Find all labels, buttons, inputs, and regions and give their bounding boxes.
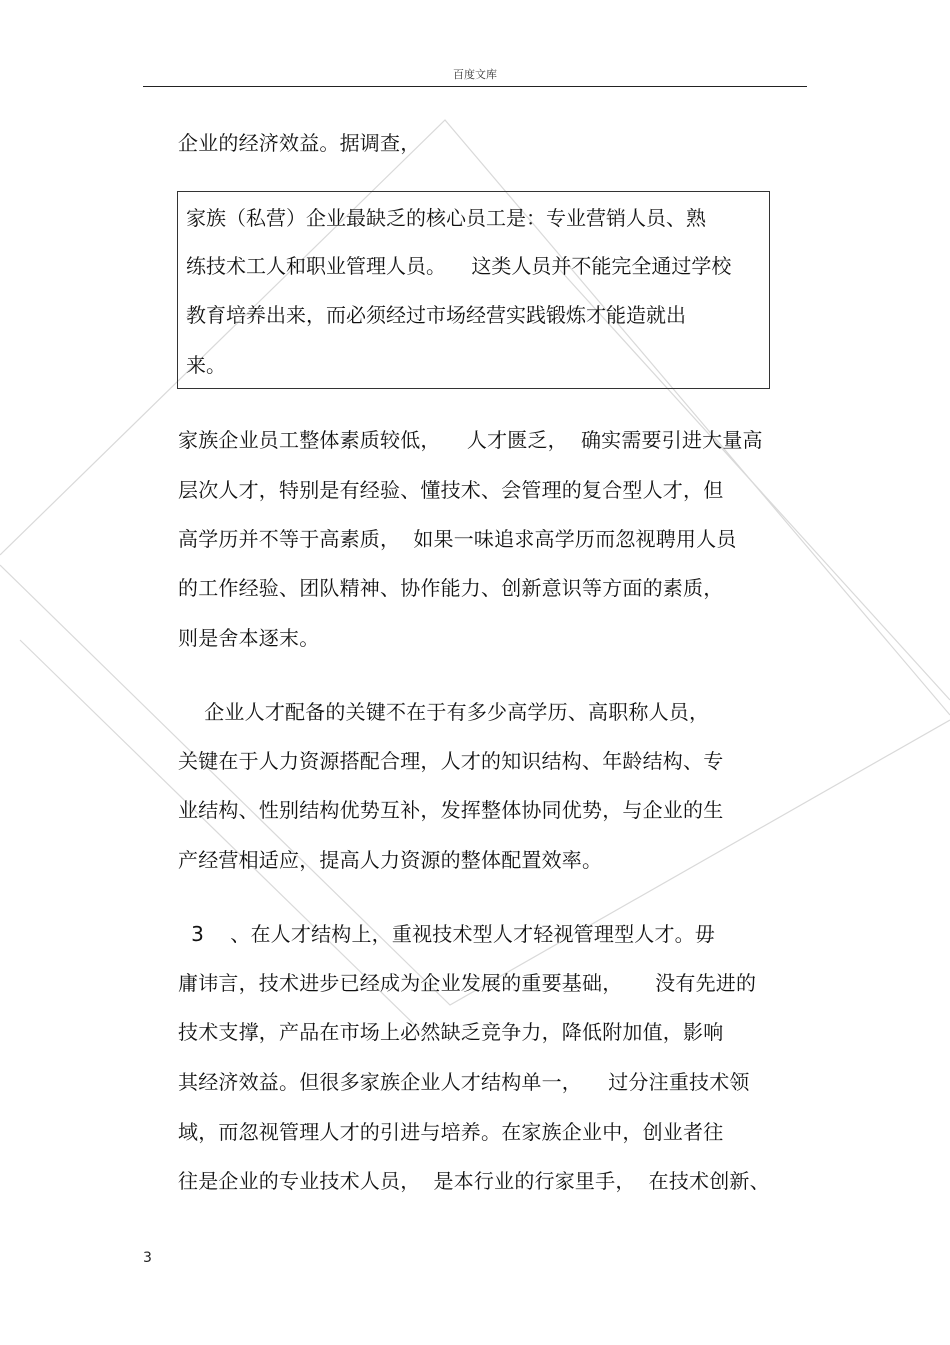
para2-line: 关键在于人力资源搭配合理，人才的知识结构、年龄结构、专 — [178, 749, 724, 773]
para3-line: 庸讳言，技术进步已经成为企业发展的重要基础， 没有先进的 — [178, 971, 757, 995]
para1-line: 的工作经验、团队精神、协作能力、创新意识等方面的素质， — [178, 576, 724, 600]
para3-line: 3 、在人才结构上，重视技术型人才轻视管理型人才。毋 — [178, 922, 716, 946]
box-line: 来。 — [186, 353, 226, 377]
header-title: 百度文库 — [453, 68, 497, 81]
para1-line: 层次人才，特别是有经验、懂技术、会管理的复合型人才，但 — [178, 478, 724, 502]
page-number: 3 — [143, 1250, 152, 1266]
intro-line: 企业的经济效益。据调查， — [178, 131, 421, 155]
box-line: 教育培养出来，而必须经过市场经营实践锻炼才能造就出 — [186, 303, 686, 327]
quote-box — [177, 191, 770, 389]
para2-line: 业结构、性别结构优势互补，发挥整体协同优势，与企业的生 — [178, 798, 724, 822]
para1-line: 则是舍本逐末。 — [178, 626, 320, 650]
para1-line: 高学历并不等于高素质， 如果一味追求高学历而忽视聘用人员 — [178, 527, 737, 551]
para3-line: 域，而忽视管理人才的引进与培养。在家族企业中，创业者往 — [178, 1120, 724, 1144]
para2-line: 企业人才配备的关键不在于有多少高学历、高职称人员， — [178, 700, 710, 724]
para3-line: 技术支撑，产品在市场上必然缺乏竞争力，降低附加值，影响 — [178, 1020, 724, 1044]
para2-line: 产经营相适应，提高人力资源的整体配置效率。 — [178, 848, 603, 872]
header-rule — [143, 86, 807, 87]
para1-line: 家族企业员工整体素质较低， 人才匮乏， 确实需要引进大量高 — [178, 428, 763, 452]
box-line: 练技术工人和职业管理人员。 这类人员并不能完全通过学校 — [186, 254, 732, 278]
para3-line: 往是企业的专业技术人员， 是本行业的行家里手， 在技术创新、 — [178, 1169, 770, 1193]
para3-line: 其经济效益。但很多家族企业人才结构单一， 过分注重技术领 — [178, 1070, 750, 1094]
box-line: 家族（私营）企业最缺乏的核心员工是：专业营销人员、熟 — [186, 206, 706, 230]
